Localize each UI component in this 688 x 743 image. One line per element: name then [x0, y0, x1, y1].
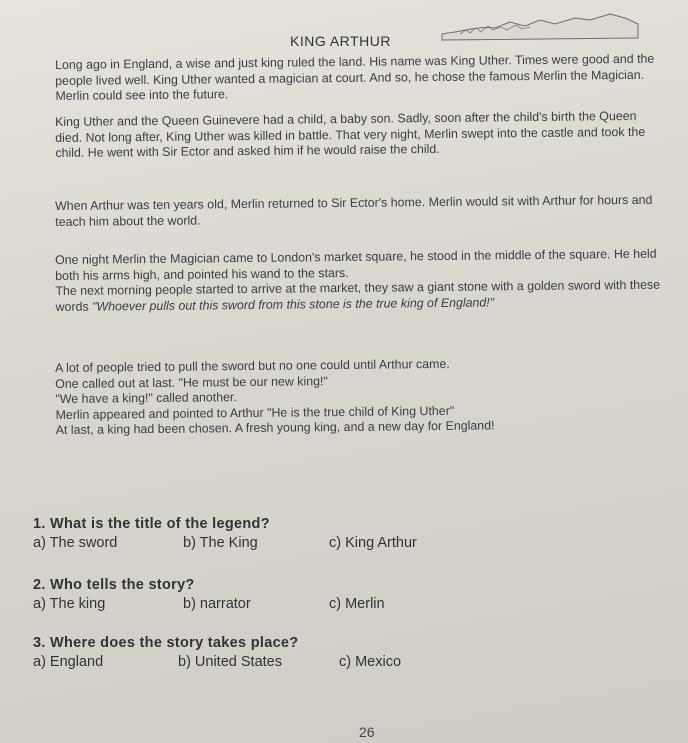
option-c: c) Merlin — [329, 596, 385, 612]
paragraph-line: "We have a king!" called another. — [55, 390, 237, 406]
option-b: b) United States — [178, 654, 282, 670]
page-number: 26 — [359, 724, 375, 740]
paragraph-2 — [55, 109, 660, 162]
option-a: a) The sword — [33, 535, 118, 551]
option-c: c) King Arthur — [329, 535, 417, 551]
option-c: c) Mexico — [339, 654, 402, 670]
mountain-illustration — [440, 8, 640, 48]
option-b: b) narrator — [183, 596, 251, 612]
paragraph-3 — [55, 193, 660, 230]
option-a: a) England — [33, 654, 104, 670]
question-text: 3. Where does the story takes place? — [33, 635, 299, 651]
paragraph-line: At last, a king had been chosen. A fresh young king, and a new day for England! — [55, 418, 495, 437]
story-title: KING ARTHUR — [290, 33, 391, 49]
paragraph-4 — [55, 247, 661, 315]
paragraph-text: King Uther and the Queen Guinevere had a child, a baby son. Sadly, soon after the child's birth the Queen died. Not long after, King Uther was killed in battle. That very night, Merlin swept into the castle and took the child. He went with Sir Ector and asked him if he would raise the child. — [55, 108, 646, 160]
question-text: 1. What is the title of the legend? — [33, 516, 270, 532]
option-a: a) The king — [33, 596, 106, 612]
paragraph-line: A lot of people tried to pull the sword but no one could until Arthur came. — [55, 356, 450, 375]
paragraph-text: One night Merlin the Magician came to London's market square, he stood in the middle of the square. He held both his arms high, and pointed his wand to the stars. — [55, 246, 657, 283]
answer-options — [33, 596, 385, 616]
paragraph-1 — [55, 52, 660, 105]
sword-inscription: "Whoever pulls out this sword from this stone is the true king of England!" — [92, 294, 495, 314]
paragraph-text: Long ago in England, a wise and just king ruled the land. His name was King Uther. Times were good and the people lived well. King Uther wanted a magician at court. And so, he chose the famous Merlin the Magician. Merlin could see into the future. — [55, 51, 655, 103]
paragraph-text: When Arthur was ten years old, Merlin returned to Sir Ector's home. Merlin would sit with Arthur for hours and teach him about the world. — [55, 192, 653, 229]
paragraph-5 — [55, 355, 661, 439]
paragraph-text-group — [55, 278, 660, 315]
option-b: b) The King — [183, 535, 258, 551]
answer-options — [33, 535, 417, 555]
question-1 — [33, 516, 417, 555]
paragraph-text: The next morning people started to arrive at the market, they saw a giant stone with a golden sword with these words — [55, 277, 661, 314]
question-2 — [33, 577, 385, 616]
answer-options — [33, 654, 402, 674]
question-text: 2. Who tells the story? — [33, 577, 195, 593]
paragraph-line: Merlin appeared and pointed to Arthur "He is the true child of King Uther" — [55, 403, 455, 422]
paragraph-line: One called out at last. "He must be our new king!" — [55, 373, 328, 391]
question-3 — [33, 635, 402, 674]
